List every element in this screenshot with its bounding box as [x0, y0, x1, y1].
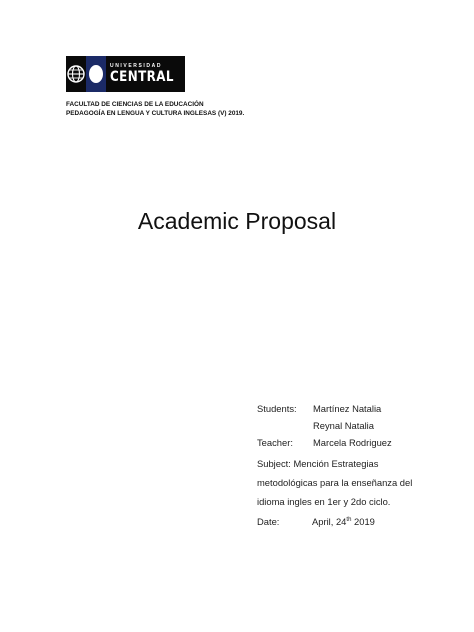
date-prefix: April, 24 [312, 515, 347, 527]
subject-text: Subject: Mención Estrategias metodológicas para la enseñanza del idioma ingles en 1er y 2do ciclo. [257, 458, 413, 507]
circle-emblem-icon [86, 56, 106, 92]
faculty-line-2: PEDAGOGÍA EN LENGUA Y CULTURA INGLESAS (V) 2019. [66, 109, 245, 117]
faculty-header [66, 101, 244, 118]
teacher-row [257, 434, 427, 451]
date-year: 2019 [351, 515, 375, 527]
logo-university: UNIVERSIDAD [110, 63, 163, 69]
logo-central: CENTRAL [110, 69, 174, 85]
date-label: Date: [257, 515, 280, 527]
students-row-2 [257, 417, 427, 434]
faculty-line-1: FACULTAD DE CIENCIAS DE LA EDUCACIÓN [66, 101, 204, 108]
document-title: Academic Proposal [137, 208, 337, 234]
globe-icon [66, 56, 86, 92]
students-label: Students: [257, 403, 297, 414]
student-1: Martínez Natalia [313, 403, 382, 414]
date-suffix-sup: th [346, 516, 352, 523]
date-value [312, 516, 427, 527]
date-row [257, 512, 427, 530]
student-2: Reynal Natalia [313, 420, 374, 431]
students-row [257, 400, 427, 417]
teacher-label: Teacher: [257, 437, 293, 448]
proposal-info [257, 400, 427, 530]
university-logo [66, 56, 185, 92]
teacher-name: Marcela Rodriguez [313, 437, 392, 448]
logo-wordmark [106, 63, 185, 85]
